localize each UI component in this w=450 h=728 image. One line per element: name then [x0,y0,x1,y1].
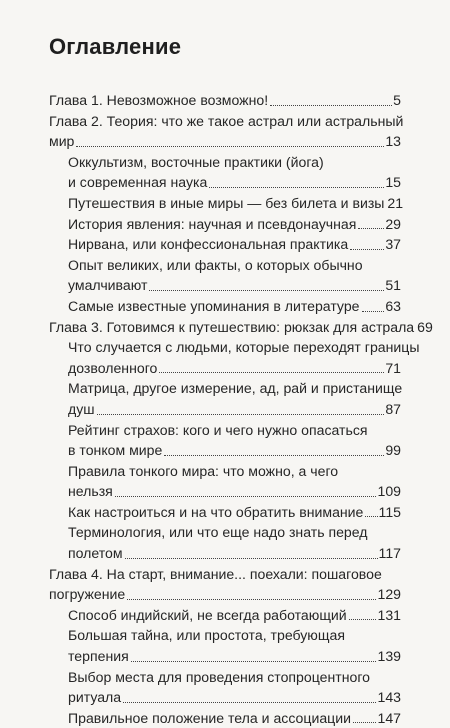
toc-entry-text: Матрица, другое измерение, ад, рай и пристанище [68,380,403,397]
toc-chapter-entry [49,317,433,338]
toc-entry-text: и современная наука [68,174,208,191]
toc-section-entry [49,522,401,563]
toc-entry-text: Глава 3. Готовимся к путешествию: рюкзак для астрала [49,318,415,335]
toc-section-entry [49,708,401,728]
toc-entry-text: Выбор места для проведения стопроцентного [68,668,371,685]
toc-page-number: 69 [417,318,433,335]
toc-section-entry [49,296,401,317]
dot-leader [149,290,384,291]
table-of-contents [49,90,433,728]
dot-leader [270,105,392,106]
toc-page-number: 21 [387,194,404,211]
dot-leader [123,702,376,703]
toc-page-number: 143 [377,689,401,706]
toc-page-number: 51 [385,277,401,294]
toc-page-number: 109 [377,483,401,500]
dot-leader [125,558,378,559]
toc-entry-text: Глава 2. Теория: что же такое астрал или астральный [49,112,404,129]
toc-entry-text: Правила тонкого мира: что можно, а чего [68,462,339,479]
toc-entry-text: Что случается с людьми, которые переходят границы [68,339,420,356]
toc-entry-text: дозволенного [68,359,158,376]
toc-section-entry [49,234,401,255]
page-title: Оглавление [49,34,182,59]
dot-leader [209,187,384,188]
toc-entry-text: душ [68,400,95,417]
toc-section-entry [49,605,401,626]
dot-leader [362,311,385,312]
toc-section-entry [49,667,401,708]
toc-page-number: 37 [385,236,401,253]
dot-leader [350,249,384,250]
toc-entry-text: нельзя [68,483,113,500]
toc-entry-text: Большая тайна, или простота, требующая [68,627,345,644]
toc-section-entry [49,255,401,296]
dot-leader [353,722,377,723]
toc-page-number: 139 [377,648,401,665]
toc-section-entry [49,420,401,461]
toc-entry-text: мир [49,133,75,150]
toc-page-number: 63 [385,297,401,314]
toc-page-number: 115 [378,503,401,520]
toc-entry-text: Опыт великих, или факты, о которых обычно [68,256,363,273]
dot-leader [97,414,385,415]
toc-section-entry [49,502,401,523]
toc-entry-text: Как настроиться и на что обратить внимание [68,503,364,520]
toc-page-number: 71 [385,359,401,376]
toc-entry-text: в тонком мире [68,442,163,459]
toc-page-number: 129 [377,586,401,603]
toc-section-entry [49,378,401,419]
dot-leader [349,619,377,620]
toc-entry-text: Путешествия в иные миры — без билета и визы [68,194,385,211]
toc-entry-text: Способ индийский, не всегда работающий [68,606,347,623]
dot-leader [76,146,384,147]
toc-entry-text: Глава 1. Невозможное возможно! [49,92,269,108]
dot-leader [358,228,384,229]
toc-section-entry [49,152,401,193]
toc-entry-text: Терминология, или что еще надо знать перед [68,524,368,541]
toc-entry-text: умалчивают [68,277,148,294]
dot-leader [127,599,376,600]
toc-section-entry [49,461,401,502]
toc-entry-text: погружение [49,586,126,603]
toc-entry-text: Рейтинг страхов: кого и чего нужно опасаться [68,421,368,438]
toc-entry-text: ритуала [68,689,122,706]
toc-page-number: 117 [378,545,401,562]
toc-page-number: 147 [377,709,401,726]
toc-page-number: 29 [385,215,401,232]
toc-entry-text: полетом [68,545,123,562]
toc-section-entry [49,193,404,214]
toc-page-number: 5 [393,92,401,108]
dot-leader [159,372,384,373]
toc-entry-text: Глава 4. На старт, внимание... поехали: пошаговое [49,565,382,582]
toc-page-number: 131 [377,606,401,623]
toc-entry-text: Нирвана, или конфессиональная практика [68,236,349,253]
toc-section-entry [49,214,401,235]
toc-page-number: 87 [385,400,401,417]
toc-entry-text: Правильное положение тела и ассоциации [68,709,351,726]
toc-chapter-entry [49,564,401,605]
dot-leader [131,661,377,662]
toc-entry-text: Оккультизм, восточные практики (йога) [68,153,324,170]
toc-chapter-entry [49,90,401,111]
toc-section-entry [49,337,420,378]
toc-page-number: 13 [385,133,401,150]
toc-page-number: 99 [385,442,401,459]
toc-chapter-entry [49,111,404,152]
toc-entry-text: История явления: научная и псевдонаучная [68,215,357,232]
dot-leader [365,516,377,517]
toc-page-number: 15 [385,174,401,191]
dot-leader [115,496,377,497]
toc-entry-text: Самые известные упоминания в литературе [68,297,360,314]
toc-section-entry [49,625,401,666]
dot-leader [164,455,384,456]
toc-entry-text: терпения [68,648,129,665]
